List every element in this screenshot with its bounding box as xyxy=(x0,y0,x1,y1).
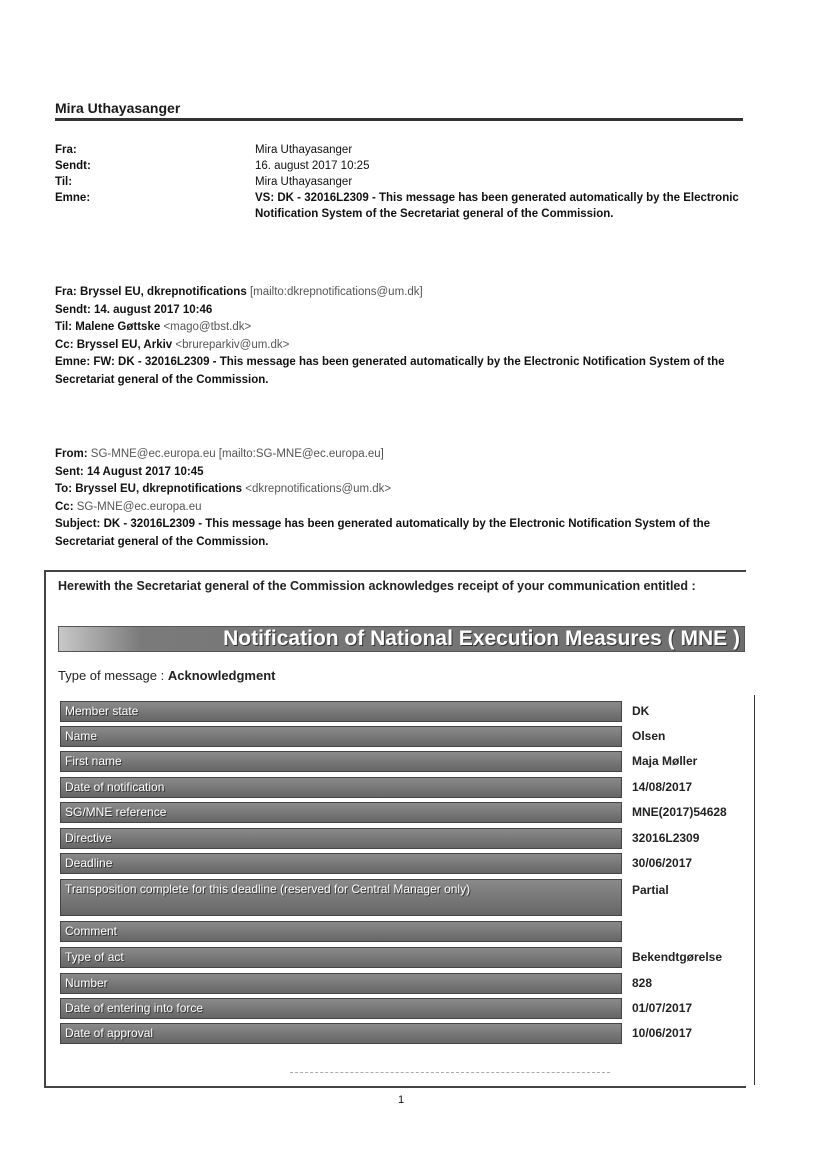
message-type-label: Type of message : xyxy=(58,668,165,683)
row-value: Maja Møller xyxy=(632,754,698,768)
cc-label: Cc: xyxy=(55,338,74,351)
to-label: Til: xyxy=(55,321,73,333)
cc-mail-link[interactable]: <brureparkiv@um.dk> xyxy=(175,338,290,351)
sent-label: Sendt: xyxy=(55,303,91,316)
row-value: 14/08/2017 xyxy=(632,780,693,794)
from-label: Fra: xyxy=(55,286,77,298)
row-label: Member state xyxy=(60,701,622,722)
subject-value: DK - 32016L2309 - This message has been generated automatically by the Electronic Notification System of the Secretariat general of the Commission. xyxy=(55,518,711,548)
dashed-rule xyxy=(290,1072,610,1074)
cc-label: Cc: xyxy=(55,500,74,513)
sent-value: 14. august 2017 10:46 xyxy=(93,303,213,316)
forward-block-2 xyxy=(55,446,745,551)
row-value: Partial xyxy=(632,883,669,897)
row-label: Deadline xyxy=(60,853,622,874)
row-value: 828 xyxy=(632,976,653,990)
header-value: Mira Uthayasanger xyxy=(255,144,353,156)
row-label: SG/MNE reference xyxy=(60,802,622,823)
page-number: 1 xyxy=(398,1094,405,1106)
row-label: Comment xyxy=(60,921,622,942)
subject-label: Subject: xyxy=(55,518,101,530)
to-mail-link[interactable]: <dkrepnotifications@um.dk> xyxy=(245,483,392,495)
from-name: Bryssel EU, dkrepnotifications xyxy=(79,286,247,298)
row-label: Number xyxy=(60,973,622,994)
from-mail-link[interactable]: [mailto:dkrepnotifications@um.dk] xyxy=(249,286,423,298)
row-label: Transposition complete for this deadline (reserved for Central Manager only) xyxy=(60,879,622,916)
right-border-line xyxy=(754,695,755,1085)
message-type xyxy=(58,668,275,683)
row-value: 10/06/2017 xyxy=(632,1026,693,1040)
message-type-value: Acknowledgment xyxy=(167,668,276,683)
header-label: Sendt: xyxy=(55,160,91,172)
subject-label: Emne: xyxy=(55,356,91,368)
row-value: DK xyxy=(632,704,650,718)
notice-intro: Herewith the Secretariat general of the Commission acknowledges receipt of your communication entitled : xyxy=(58,579,696,593)
row-value: 30/06/2017 xyxy=(632,856,693,870)
from-mail-link[interactable]: SG-MNE@ec.europa.eu [mailto:SG-MNE@ec.europa.eu] xyxy=(90,448,384,460)
cc-mail-link[interactable]: SG-MNE@ec.europa.eu xyxy=(76,500,202,513)
header-value: VS: DK - 32016L2309 - This message has been generated automatically by the Electronic Notification System of the Secretariat general of the Commission. xyxy=(255,192,739,220)
header-label: Emne: xyxy=(55,192,91,204)
row-value: 01/07/2017 xyxy=(632,1001,693,1015)
row-value: 32016L2309 xyxy=(632,831,700,845)
header-rule xyxy=(55,118,743,121)
to-mail-link[interactable]: <mago@tbst.dk> xyxy=(163,321,252,333)
header-value: Mira Uthayasanger xyxy=(255,176,353,188)
sender-name: Mira Uthayasanger xyxy=(55,100,181,116)
row-value: Olsen xyxy=(632,729,666,743)
header-value: 16. august 2017 10:25 xyxy=(255,160,370,172)
banner-title: Notification of National Execution Measures ( MNE ) xyxy=(223,627,740,650)
cc-name: Bryssel EU, Arkiv xyxy=(76,338,173,351)
forward-block-1 xyxy=(55,284,745,389)
sent-value: 14 August 2017 10:45 xyxy=(86,465,204,478)
row-label: Date of approval xyxy=(60,1023,622,1044)
row-label: Date of entering into force xyxy=(60,998,622,1019)
row-label: First name xyxy=(60,751,622,772)
subject-value: FW: DK - 32016L2309 - This message has been generated automatically by the Electronic Notification System of the Secretariat general of the Commission. xyxy=(55,356,725,386)
row-value: MNE(2017)54628 xyxy=(632,805,727,819)
row-label: Type of act xyxy=(60,947,622,968)
notice-banner xyxy=(58,626,745,652)
row-label: Directive xyxy=(60,828,622,849)
sent-label: Sent: xyxy=(55,465,84,478)
row-label: Name xyxy=(60,726,622,747)
to-name: Malene Gøttske xyxy=(75,321,161,333)
to-name: Bryssel EU, dkrepnotifications xyxy=(75,483,243,495)
row-label: Date of notification xyxy=(60,777,622,798)
to-label: To: xyxy=(55,483,73,495)
row-value: Bekendtgørelse xyxy=(632,950,723,964)
header-label: Fra: xyxy=(55,144,77,156)
header-label: Til: xyxy=(55,176,73,188)
from-label: From: xyxy=(55,448,88,460)
